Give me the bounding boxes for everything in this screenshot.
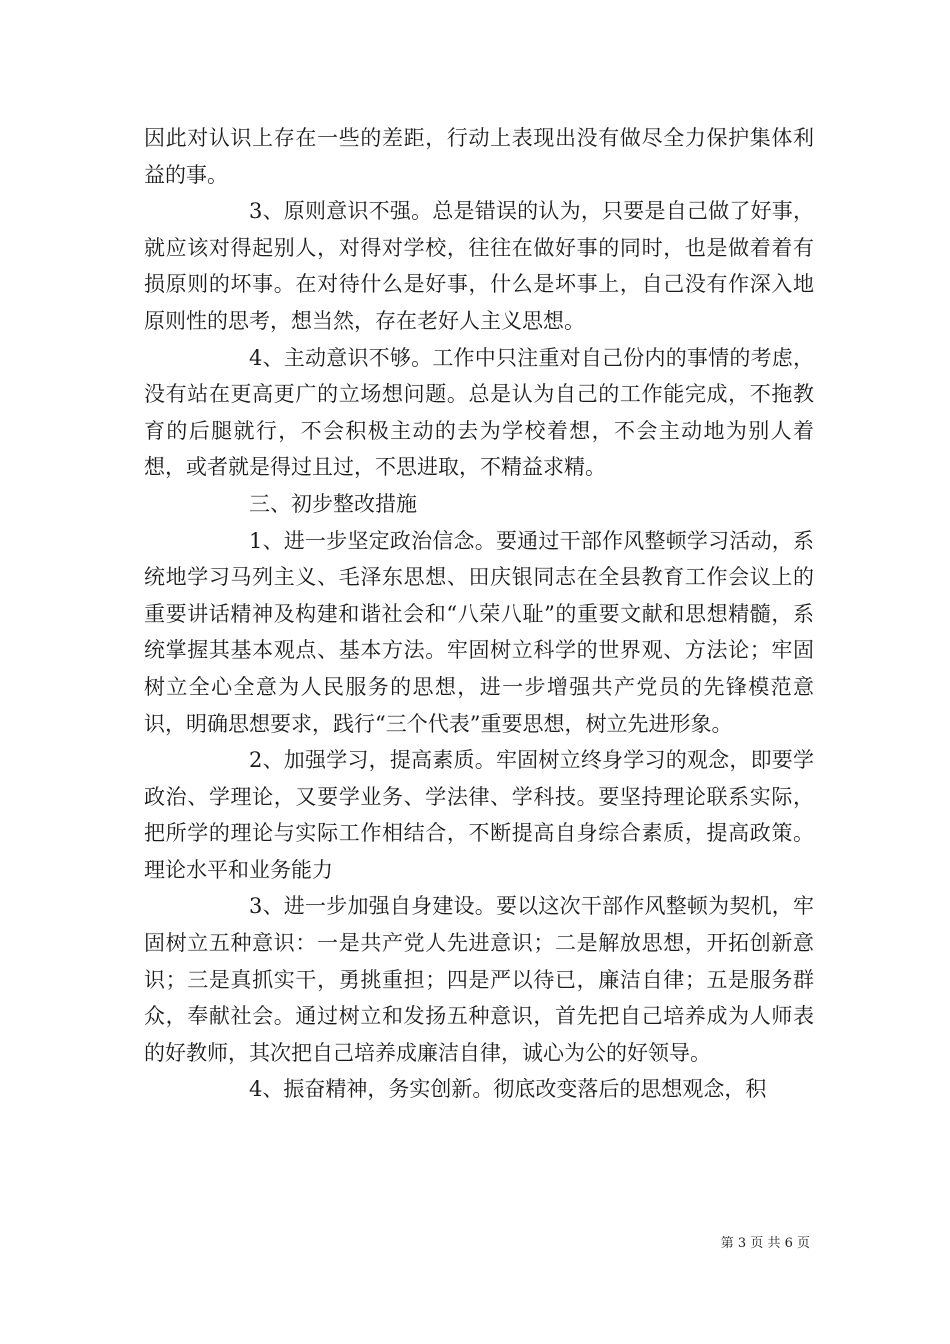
section-heading: 三、初步整改措施 (249, 491, 417, 516)
paragraph: 4、振奋精神，务实创新。彻底改变落后的思想观念，积 (249, 1077, 767, 1102)
paragraph: 3、进一步加强自身建设。要以这次干部作风整顿为契机，牢固树立五种意识：一是共产党人先进意识；二是解放思想，开拓创新意识；三是真抓实干，勇挑重担；四是严以待已，廉洁自律；五是服务群众，奉献社会。通过树立和发扬五种意识，首先把自己培养成为人师表的好教师，其次把自己培养成廉洁自律，诚心为公的好领导。 (144, 894, 814, 1065)
paragraph: 因此对认识上存在一些的差距，行动上表现出没有做尽全力保护集体利益的事。 (144, 126, 814, 187)
document-body (144, 120, 814, 1108)
page-number: 第 3 页 共 6 页 (720, 1236, 810, 1251)
paragraph: 1、进一步坚定政治信念。要通过干部作风整顿学习活动，系统地学习马列主义、毛泽东思想、田庆银同志在全县教育工作会议上的重要讲话精神及构建和谐社会和“八荣八耻”的重要文献和思想精髓，系统掌握其基本观点、基本方法。牢固树立科学的世界观、方法论；牢固树立全心全意为人民服务的思想，进一步增强共产党员的先锋模范意识，明确思想要求，践行“三个代表”重要思想，树立先进形象。 (144, 528, 814, 736)
paragraph: 4、主动意识不够。工作中只注重对自己份内的事情的考虑，没有站在更高更广的立场想问题。总是认为自己的工作能完成，不拖教育的后腿就行，不会积极主动的去为学校着想，不会主动地为别人着想，或者就是得过且过，不思进取，不精益求精。 (144, 345, 814, 480)
paragraph: 2、加强学习，提高素质。牢固树立终身学习的观念，即要学政治、学理论，又要学业务、学法律、学科技。要坚持理论联系实际，把所学的理论与实际工作相结合，不断提高自身综合素质，提高政策。理论水平和业务能力 (144, 748, 814, 882)
paragraph: 3、原则意识不强。总是错误的认为，只要是自己做了好事，就应该对得起别人，对得对学校，往往在做好事的同时，也是做着着有损原则的坏事。在对待什么是好事，什么是坏事上，自己没有作深入地原则性的思考，想当然，存在老好人主义思想。 (144, 199, 814, 333)
